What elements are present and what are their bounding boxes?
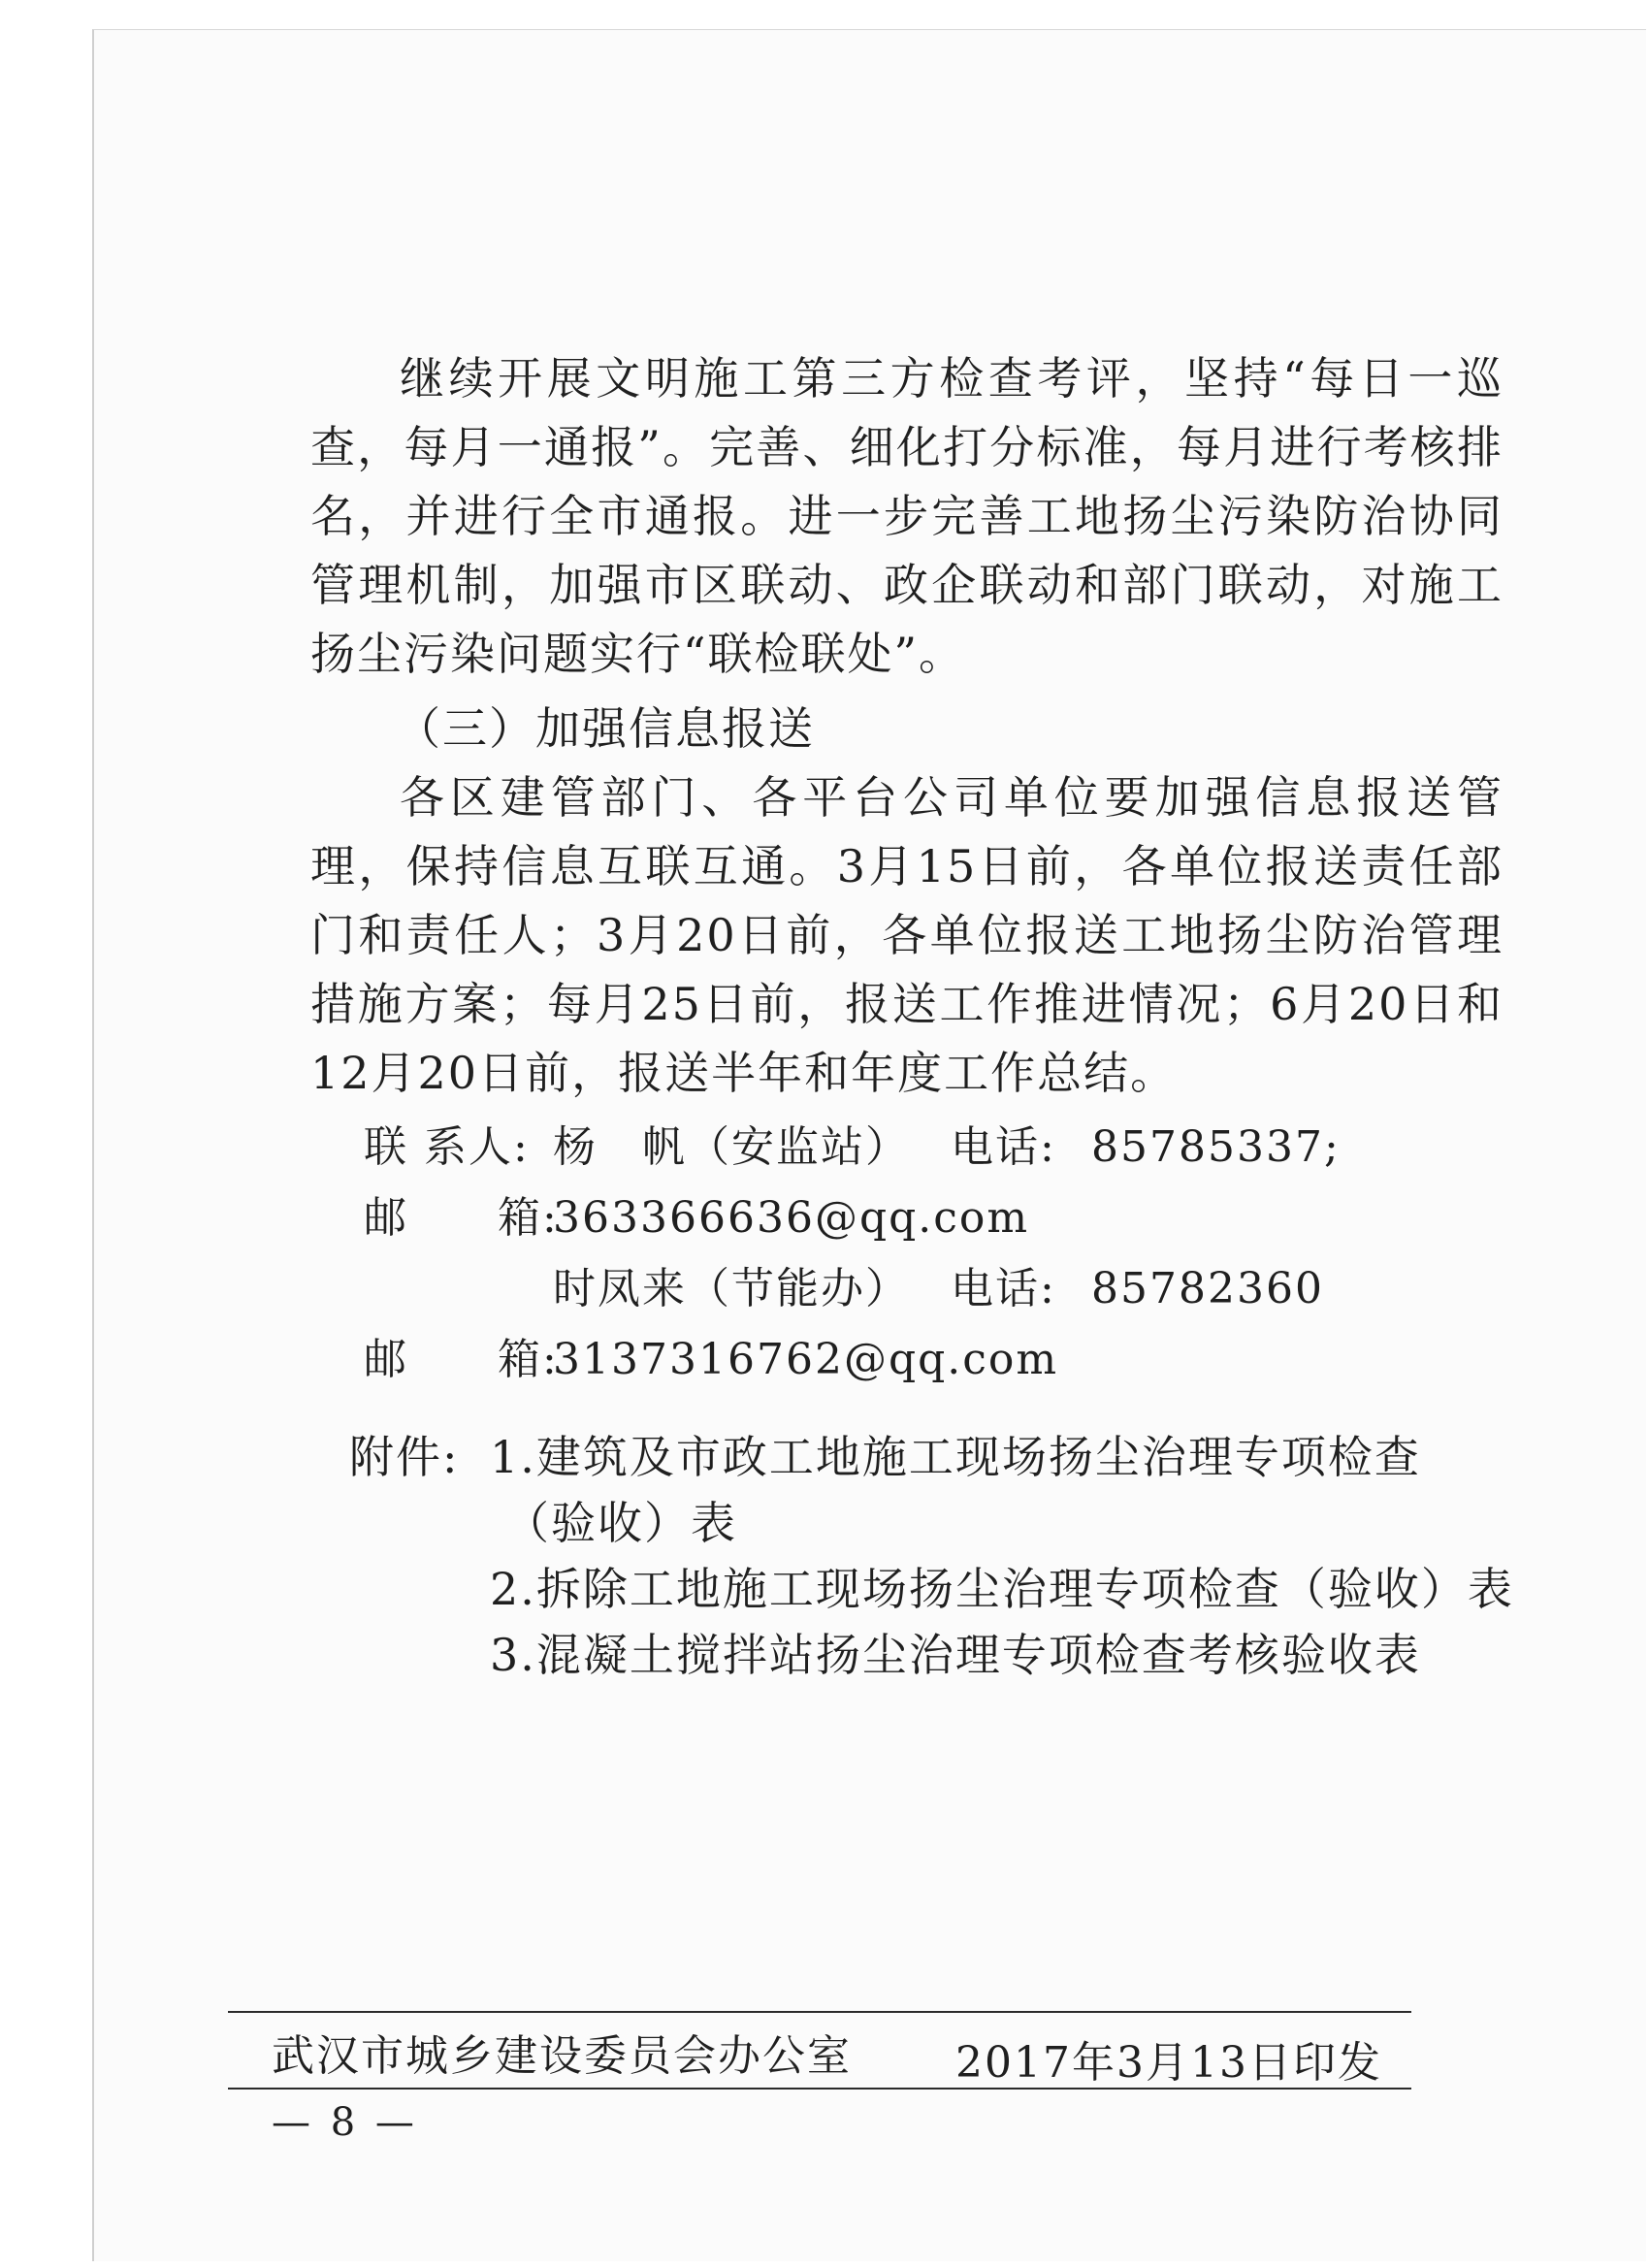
section-heading-3: （三）加强信息报送 xyxy=(396,702,815,755)
contact-person-1: 杨 帆（安监站） xyxy=(553,1122,910,1172)
attachment-item-1: 1.建筑及市政工地施工现场扬尘治理专项检查 xyxy=(490,1431,1421,1483)
footer-rule-bottom xyxy=(228,2088,1411,2090)
attachment-row-3 xyxy=(310,1622,1504,1688)
paragraph-info-reporting: 各区建管部门、各平台公司单位要加强信息报送管理，保持信息互联互通。3月15日前，各单位报送责任部门和责任人；3月20日前，各单位报送工地扬尘防治管理措施方案；每月25日前，报送工作推进情况；6月20日和12月20日前，报送半年和年度工作总结。 xyxy=(310,771,1504,1099)
contact-phone-label-2: 电话: xyxy=(951,1264,1056,1313)
attachments-block xyxy=(310,1424,1514,1688)
attachment-row-2 xyxy=(310,1556,1514,1622)
contact-email-label-2: 邮 箱: xyxy=(364,1335,559,1384)
footer-rule-top xyxy=(228,2011,1411,2013)
contact-phone-label-1: 电话: xyxy=(951,1122,1056,1172)
contact-person-label: 联 系人: xyxy=(364,1122,530,1172)
issuing-office: 武汉市城乡建设委员会办公室 xyxy=(272,2031,852,2081)
contact-email-1: 363366636@qq.com xyxy=(553,1193,1030,1243)
contact-row-2 xyxy=(310,1183,1504,1253)
contact-phone-1: 85785337; xyxy=(1091,1122,1341,1172)
contact-row-1 xyxy=(310,1112,1504,1183)
attachment-item-3: 3.混凝土搅拌站扬尘治理专项检查考核验收表 xyxy=(490,1629,1421,1681)
page-number: — 8 — xyxy=(272,2100,418,2145)
contact-block xyxy=(310,1112,1504,1395)
contact-person-2: 时凤来（节能办） xyxy=(553,1264,910,1313)
contact-row-4 xyxy=(310,1324,1504,1395)
contact-email-2: 3137316762@qq.com xyxy=(553,1335,1059,1384)
attachment-item-1-cont: （验收）表 xyxy=(504,1497,737,1549)
issue-date: 2017年3月13日印发 xyxy=(955,2038,1382,2088)
contact-phone-2: 85782360 xyxy=(1091,1264,1324,1313)
contact-email-label-1: 邮 箱: xyxy=(364,1193,559,1243)
attachment-row-1 xyxy=(310,1424,1504,1490)
contact-row-3 xyxy=(310,1253,1504,1324)
attachment-row-1b xyxy=(310,1490,1504,1556)
paragraph-inspection: 继续开展文明施工第三方检查考评，坚持“每日一巡查，每月一通报”。完善、细化打分标准，每月进行考核排名，并进行全市通报。进一步完善工地扬尘污染防治协同管理机制，加强市区联动、政企联动和部门联动，对施工扬尘污染问题实行“联检联处”。 xyxy=(310,352,1504,680)
attachments-label: 附件: xyxy=(349,1431,460,1483)
document-body xyxy=(310,344,1514,1688)
attachment-item-2: 2.拆除工地施工现场扬尘治理专项检查（验收）表 xyxy=(490,1563,1514,1615)
